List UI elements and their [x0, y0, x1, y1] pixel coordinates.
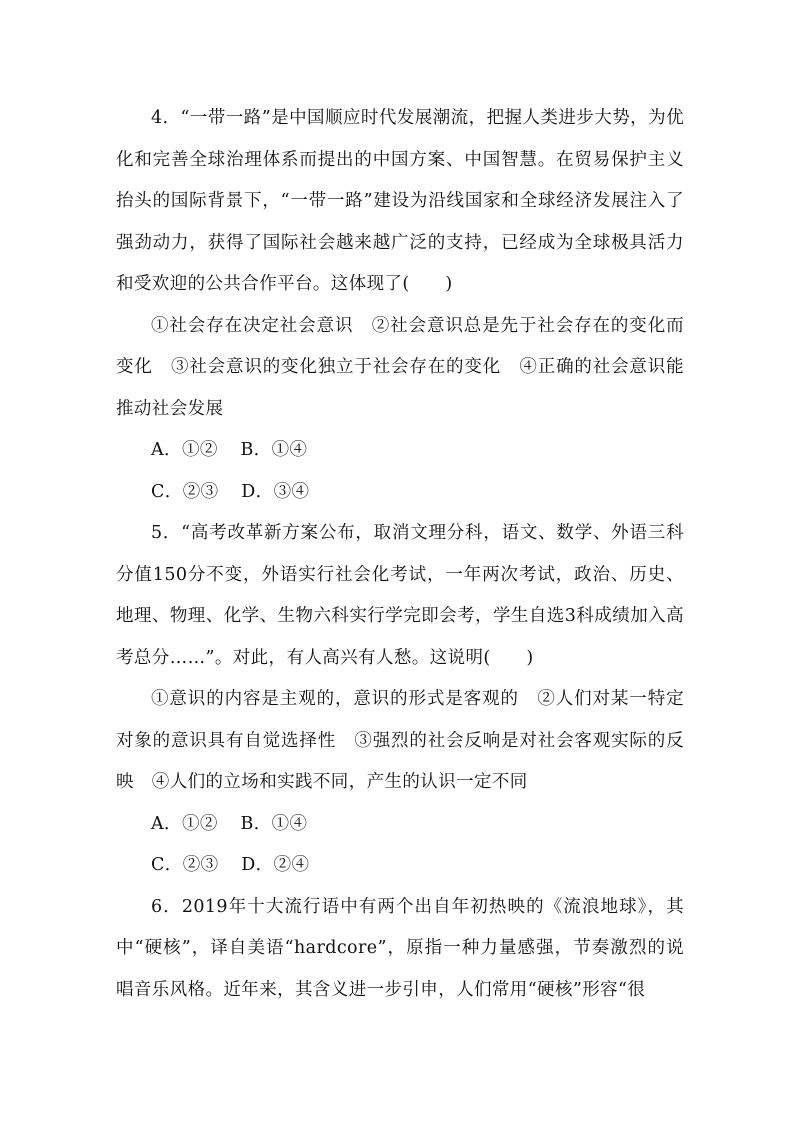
question-4-option-d: D．③④ [241, 481, 310, 502]
question-5-option-a: A．①② [151, 813, 218, 834]
document-content [116, 98, 684, 1011]
question-6-stem: 6．2019年十大流行语中有两个出自年初热映的《流浪地球》，其中“硬核”，译自美语“hardcore”，原指一种力量感强，节奏激烈的说唱音乐风格。近年来，其含义进一步引申，人们常用“硬核”形容“很 [116, 896, 684, 1000]
question-4-options-row-1 [116, 430, 684, 472]
question-5-stem: 5．“高考改革新方案公布，取消文理分科，语文、数学、外语三科分值150分不变，外语实行社会化考试，一年两次考试，政治、历史、地理、物理、化学、生物六科实行学完即会考，学生自选3科成绩加入高考总分……”。对此，有人高兴有人愁。这说明( ) [116, 523, 684, 668]
question-4-stem: 4．“一带一路”是中国顺应时代发展潮流，把握人类进步大势，为优化和完善全球治理体系而提出的中国方案、中国智慧。在贸易保护主义抬头的国际背景下，“一带一路”建设为沿线国家和全球经济发展注入了强劲动力，获得了国际社会越来越广泛的支持，已经成为全球极具活力和受欢迎的公共合作平台。这体现了( ) [116, 108, 684, 294]
question-5-options-row-1 [116, 804, 684, 846]
question-5-option-c: C．②③ [151, 855, 219, 875]
question-4-option-c: C．②③ [151, 481, 219, 502]
question-5-option-d: D．②④ [241, 855, 310, 875]
question-5-statements: ①意识的内容是主观的，意识的形式是客观的 ②人们对某一特定对象的意识具有自觉选择性 ③强烈的社会反响是对社会客观实际的反映 ④人们的立场和实践不同，产生的认识一定不同 [116, 689, 684, 792]
question-4-statements: ①社会存在决定社会意识 ②社会意识总是先于社会存在的变化而变化 ③社会意识的变化独立于社会存在的变化 ④正确的社会意识能推动社会发展 [116, 315, 684, 419]
question-4-options-row-2 [116, 472, 684, 514]
question-4-option-b: B．①④ [240, 440, 308, 460]
question-5-option-b: B．①④ [240, 813, 308, 834]
question-4-option-a: A．①② [151, 440, 218, 460]
question-5-options-row-2 [116, 845, 684, 887]
